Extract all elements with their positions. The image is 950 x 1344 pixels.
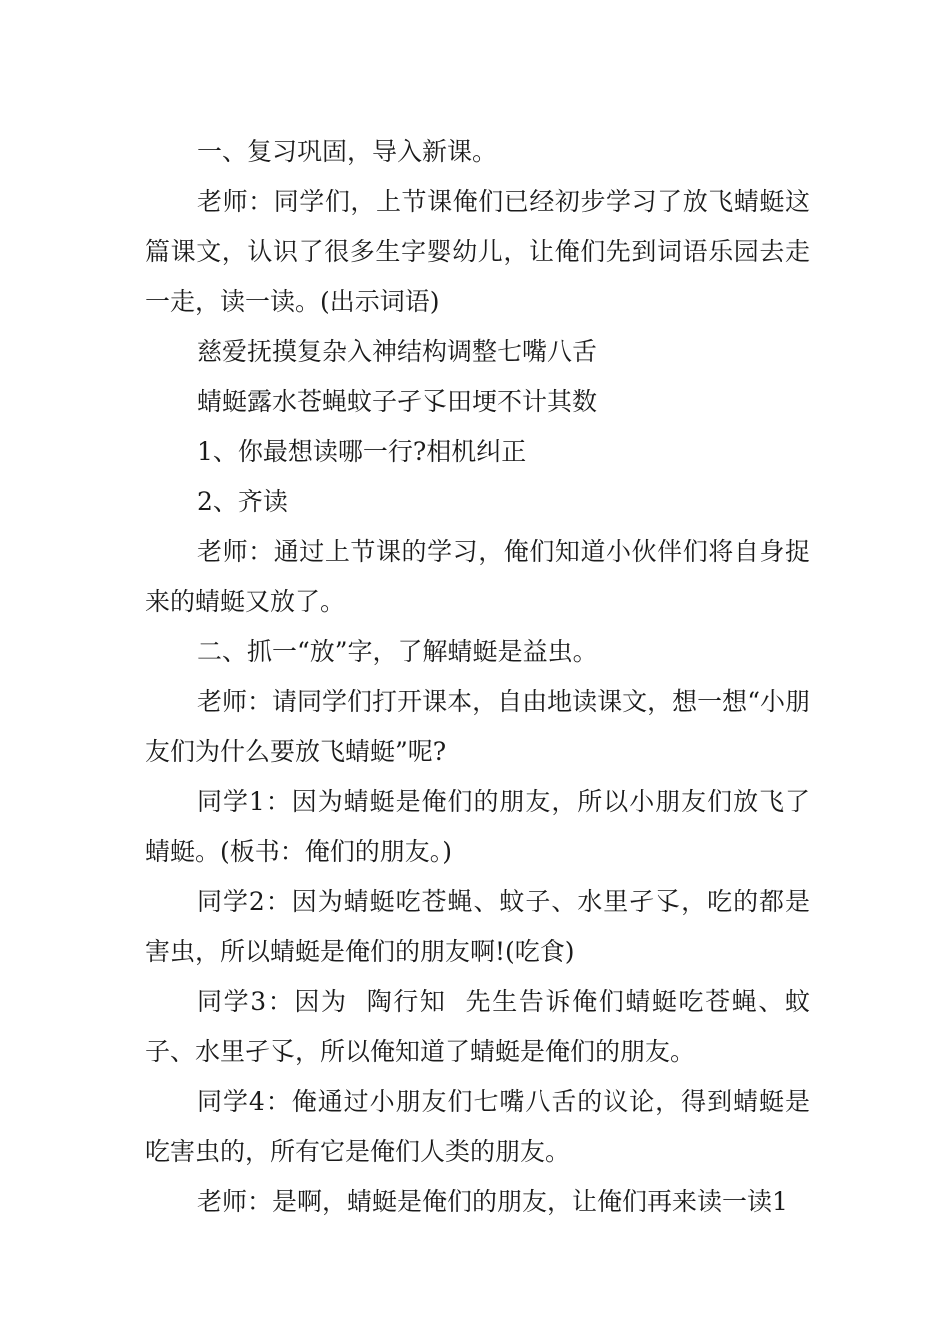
section-heading-fang: 二、抓一“放”字，了解蜻蜓是益虫。 <box>197 637 598 666</box>
step-2: 2、齐读 <box>197 487 288 516</box>
paragraph-student-1: 同学1：因为蜻蜓是俺们的朋友，所以小朋友们放飞了蜻蜓。(板书：俺们的朋友。) <box>145 787 810 866</box>
vocabulary-row-2: 蜻蜓露水苍蝇蚊子孑孓田埂不计其数 <box>197 387 598 416</box>
paragraph-student-2: 同学2：因为蜻蜓吃苍蝇、蚊子、水里孑孓，吃的都是害虫，所以蜻蜓是俺们的朋友啊!(吃食) <box>145 887 810 966</box>
step-1: 1、你最想读哪一行?相机纠正 <box>197 437 527 466</box>
paragraph-teacher-recap: 老师：通过上节课的学习，俺们知道小伙伴们将自身捉来的蜻蜓又放了。 <box>145 537 810 616</box>
paragraph-teacher-closing: 老师：是啊，蜻蜓是俺们的朋友，让俺们再来读一读1 <box>197 1187 788 1216</box>
paragraph-student-3: 同学3：因为 陶行知 先生告诉俺们蜻蜓吃苍蝇、蚊子、水里孑孓，所以俺知道了蜻蜓是俺们的朋友。 <box>145 987 810 1066</box>
paragraph-teacher-intro: 老师：同学们，上节课俺们已经初步学习了放飞蜻蜓这篇课文，认识了很多生字婴幼儿，让俺们先到词语乐园去走一走，读一读。(出示词语) <box>145 187 810 316</box>
vocabulary-row-1: 慈爱抚摸复杂入神结构调整七嘴八舌 <box>197 337 598 366</box>
section-heading-review: 一、复习巩固，导入新课。 <box>197 137 498 166</box>
paragraph-teacher-question: 老师：请同学们打开课本，自由地读课文，想一想“小朋友们为什么要放飞蜻蜓”呢? <box>145 687 810 766</box>
paragraph-student-4: 同学4：俺通过小朋友们七嘴八舌的议论，得到蜻蜓是吃害虫的，所有它是俺们人类的朋友。 <box>145 1087 810 1166</box>
document-body <box>145 127 810 1227</box>
